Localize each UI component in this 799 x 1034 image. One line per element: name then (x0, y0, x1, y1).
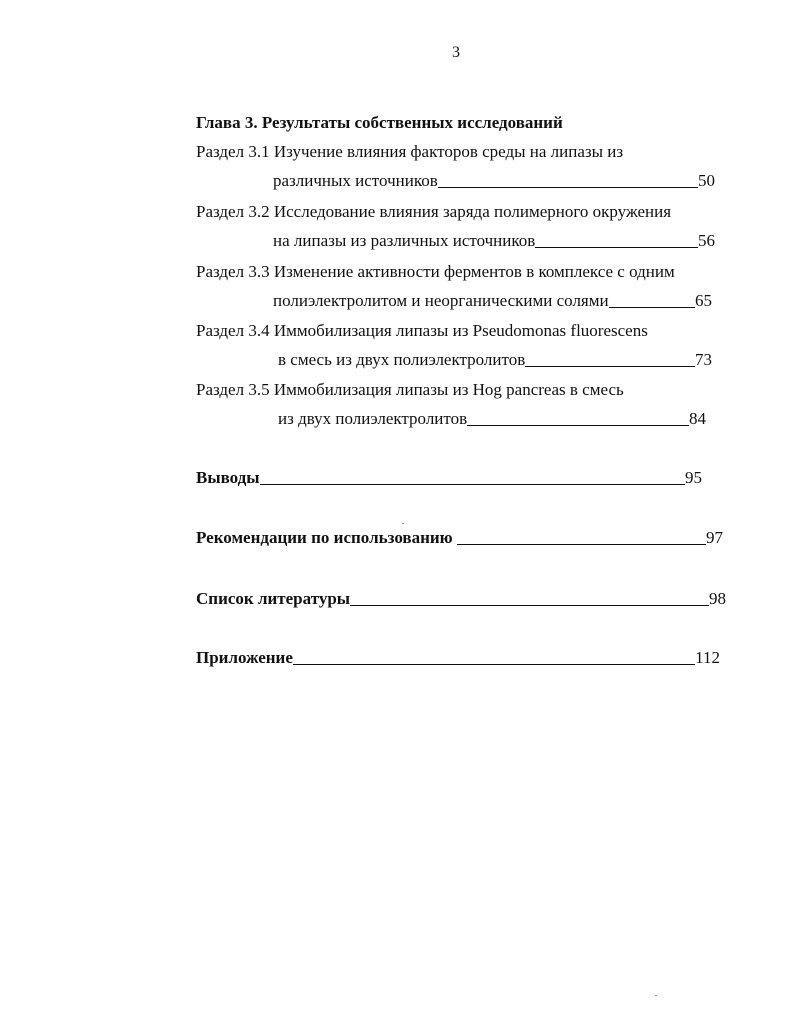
section-3-3-page: 65 (695, 291, 712, 310)
section-3-2-page: 56 (698, 231, 715, 250)
recommendations-page: 97 (706, 528, 723, 547)
bibliography-label: Список литературы (196, 589, 351, 608)
toc-row-section-3-4 (278, 350, 712, 370)
leader-line (535, 246, 698, 248)
section-3-5-subtitle: из двух полиэлектролитов (278, 409, 468, 428)
leader-line (457, 543, 706, 545)
leader-line (350, 604, 709, 606)
section-3-1-subtitle: различных источников (273, 171, 438, 190)
toc-row-section-3-5 (278, 409, 706, 429)
section-3-3-subtitle: полиэлектролитом и неорганическими солями (273, 291, 609, 310)
appendix-page: 112 (695, 648, 720, 667)
leader-line (438, 186, 698, 188)
section-3-5-page: 84 (689, 409, 706, 428)
section-3-5-title: Раздел 3.5 Иммобилизация липазы из Hog pancreas в смесь (196, 380, 624, 399)
section-3-2-subtitle: на липазы из различных источников (273, 231, 536, 250)
bibliography-page: 98 (709, 589, 726, 608)
toc-row-recommendations (196, 528, 723, 548)
page-number: 3 (452, 44, 460, 61)
leader-line (467, 424, 689, 426)
section-3-2-title: Раздел 3.2 Исследование влияния заряда полимерного окружения (196, 202, 672, 221)
section-3-1-title: Раздел 3.1 Изучение влияния факторов среды на липазы из (196, 142, 624, 161)
toc-row-conclusions (196, 468, 702, 488)
scan-speck (402, 523, 404, 524)
leader-line (609, 306, 695, 308)
toc-row-section-3-3 (273, 291, 712, 311)
conclusions-label: Выводы (196, 468, 260, 487)
section-3-3-title: Раздел 3.3 Изменение активности ферментов в комплексе с одним (196, 262, 675, 281)
leader-line (525, 365, 695, 367)
toc-row-bibliography (196, 589, 726, 609)
toc-row-appendix (196, 648, 720, 668)
appendix-label: Приложение (196, 648, 293, 667)
leader-line (293, 663, 695, 665)
toc-row-section-3-1 (273, 171, 715, 191)
section-3-4-title: Раздел 3.4 Иммобилизация липазы из Pseudomonas fluorescens (196, 321, 648, 340)
conclusions-page: 95 (685, 468, 702, 487)
scan-speck (655, 995, 657, 996)
recommendations-label: Рекомендации по использованию (196, 528, 457, 547)
toc-row-section-3-2 (273, 231, 715, 251)
section-3-4-subtitle: в смесь из двух полиэлектролитов (278, 350, 526, 369)
section-3-4-page: 73 (695, 350, 712, 369)
chapter-heading: Глава 3. Результаты собственных исследований (196, 113, 563, 132)
section-3-1-page: 50 (698, 171, 715, 190)
leader-line (260, 483, 685, 485)
